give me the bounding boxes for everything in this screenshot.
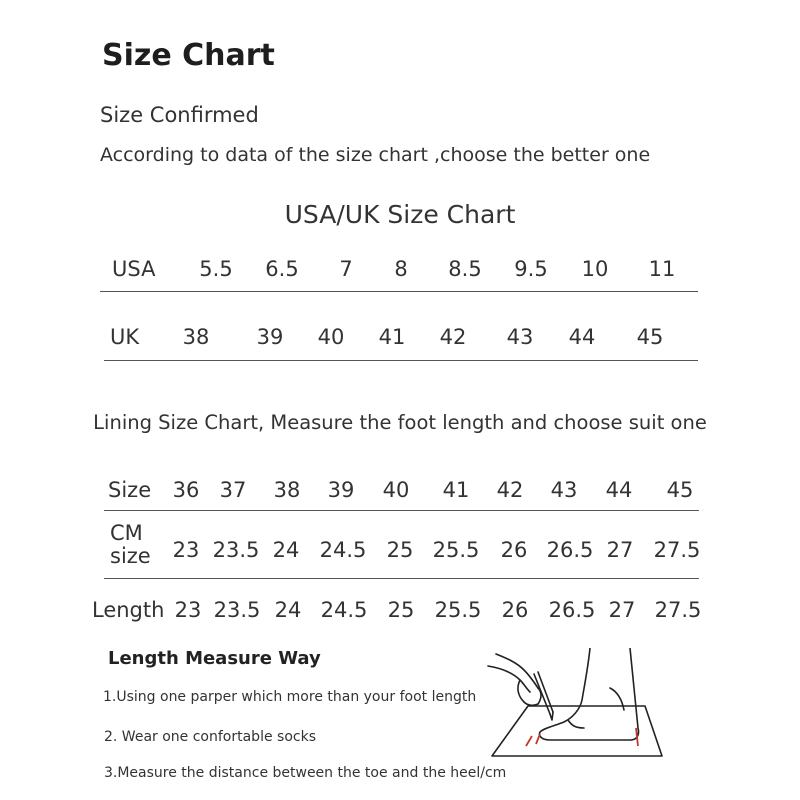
usa-size-cell: 9.5 xyxy=(514,257,548,281)
measure-section-title: Length Measure Way xyxy=(108,648,321,669)
table-divider xyxy=(104,510,699,511)
usa-size-cell: 8.5 xyxy=(448,257,482,281)
lining-size-cell: 42 xyxy=(496,478,524,502)
lining-size-cell: 43 xyxy=(550,478,578,502)
table-divider xyxy=(104,360,698,361)
lining-size-cell: 41 xyxy=(442,478,470,502)
uk-size-cell: 42 xyxy=(439,325,467,349)
lining-size-cell: 45 xyxy=(666,478,694,502)
foot-measuring-illustration-icon xyxy=(480,648,680,768)
usa-row-label: USA xyxy=(112,257,156,281)
uk-size-cell: 38 xyxy=(182,325,210,349)
lining-size-cell: 40 xyxy=(382,478,410,502)
lining-size-cell: 36 xyxy=(172,478,200,502)
usa-size-cell: 5.5 xyxy=(199,257,233,281)
lining-cm-cell: 24.5 xyxy=(319,538,367,562)
lining-size-cell: 37 xyxy=(219,478,247,502)
uk-row-label: UK xyxy=(110,325,140,349)
lining-size-cell: 38 xyxy=(273,478,301,502)
lining-cm-cell: 26.5 xyxy=(546,538,594,562)
cm-label-line2: size xyxy=(110,544,151,568)
lining-cm-cell: 23 xyxy=(172,538,200,562)
usa-uk-chart-title: USA/UK Size Chart xyxy=(284,200,516,229)
lining-length-cell: 23.5 xyxy=(213,598,261,622)
measure-step-3: 3.Measure the distance between the toe and the heel/cm xyxy=(104,765,507,781)
lining-length-label: Length xyxy=(92,598,165,622)
lining-size-cell: 44 xyxy=(605,478,633,502)
lining-length-cell: 23 xyxy=(174,598,202,622)
size-instruction-text: According to data of the size chart ,choose the better one xyxy=(100,144,651,166)
lining-cm-cell: 26 xyxy=(500,538,528,562)
lining-length-cell: 27.5 xyxy=(654,598,702,622)
page-title: Size Chart xyxy=(102,38,275,73)
uk-size-cell: 43 xyxy=(506,325,534,349)
measure-step-1: 1.Using one parper which more than your foot length xyxy=(103,689,477,705)
uk-size-cell: 44 xyxy=(568,325,596,349)
lining-chart-title: Lining Size Chart, Measure the foot length and choose suit one xyxy=(93,411,707,434)
lining-size-label: Size xyxy=(108,478,152,502)
table-divider xyxy=(104,578,699,579)
lining-cm-cell: 24 xyxy=(272,538,300,562)
uk-size-cell: 41 xyxy=(378,325,406,349)
cm-label-line1: CM xyxy=(110,521,143,545)
usa-size-cell: 7 xyxy=(339,257,353,281)
uk-size-cell: 39 xyxy=(256,325,284,349)
uk-size-cell: 40 xyxy=(317,325,345,349)
lining-size-cell: 39 xyxy=(327,478,355,502)
usa-size-cell: 6.5 xyxy=(265,257,299,281)
lining-length-cell: 24 xyxy=(274,598,302,622)
lining-length-cell: 24.5 xyxy=(320,598,368,622)
lining-length-cell: 27 xyxy=(608,598,636,622)
usa-size-cell: 11 xyxy=(648,257,676,281)
usa-size-cell: 10 xyxy=(581,257,609,281)
lining-cm-cell: 23.5 xyxy=(212,538,260,562)
lining-length-cell: 25 xyxy=(387,598,415,622)
lining-cm-cell: 25 xyxy=(386,538,414,562)
table-divider xyxy=(100,291,698,292)
measure-step-2: 2. Wear one confortable socks xyxy=(104,729,316,745)
uk-size-cell: 45 xyxy=(636,325,664,349)
lining-cm-label xyxy=(110,522,151,568)
lining-cm-cell: 27.5 xyxy=(653,538,701,562)
lining-cm-cell: 27 xyxy=(606,538,634,562)
lining-cm-cell: 25.5 xyxy=(432,538,480,562)
size-confirmed-heading: Size Confirmed xyxy=(100,103,259,127)
usa-size-cell: 8 xyxy=(394,257,408,281)
lining-length-cell: 25.5 xyxy=(434,598,482,622)
lining-length-cell: 26.5 xyxy=(548,598,596,622)
lining-length-cell: 26 xyxy=(501,598,529,622)
